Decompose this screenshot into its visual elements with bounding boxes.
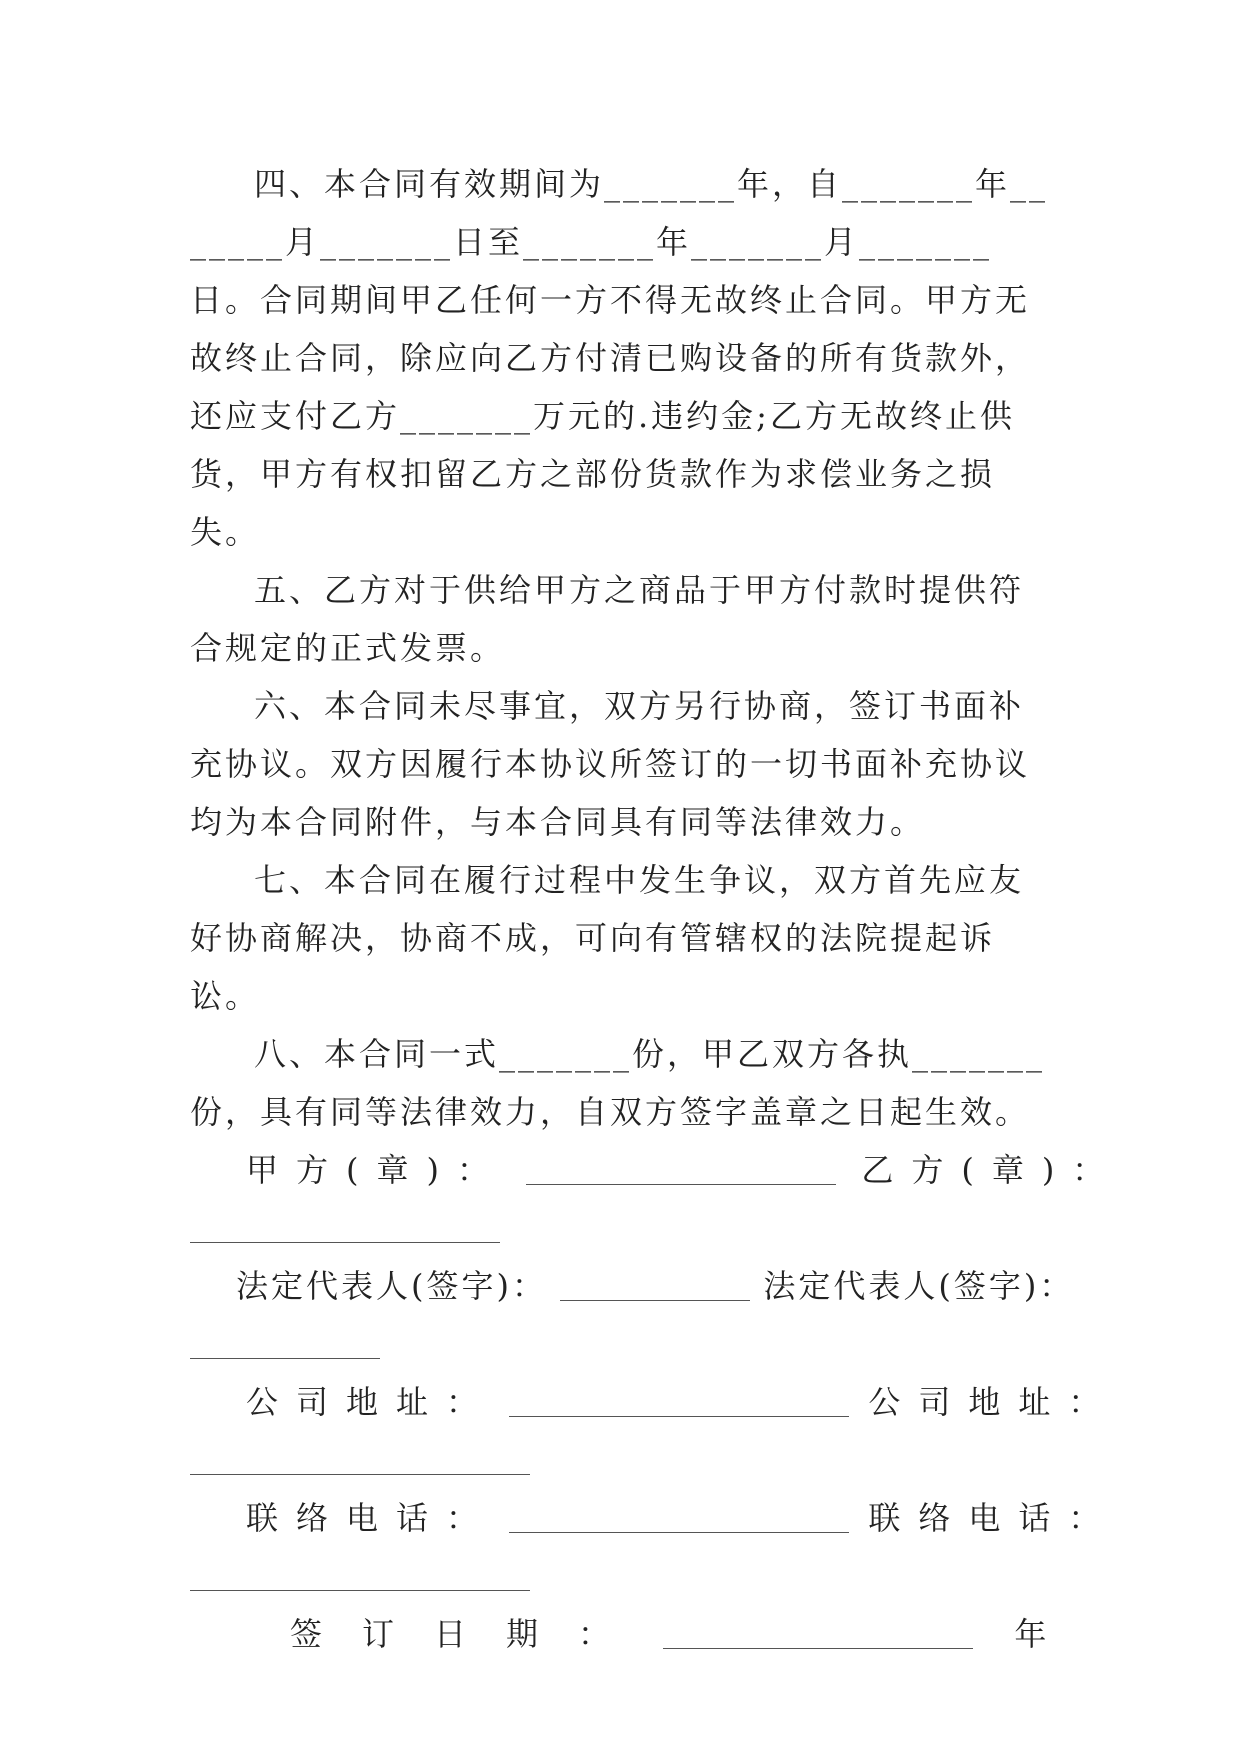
clause-seven: 七、本合同在履行过程中发生争议，双方首先应友好协商解决，协商不成，可向有管辖权的法院提起诉讼。 <box>190 861 1025 1015</box>
legal-rep-a-label: 法定代表人(签字)： <box>236 1267 547 1305</box>
clause-five: 五、乙方对于供给甲方之商品于甲方付款时提供符合规定的正式发票。 <box>190 571 1025 667</box>
legal-rep-b-label: 法定代表人(签字)： <box>763 1267 1075 1305</box>
party-b-seal-label: 乙方(章)： <box>861 1151 1123 1189</box>
contract-body <box>190 155 1123 1663</box>
legal-rep-b-blank <box>190 1322 380 1359</box>
clause-six: 六、本合同未尽事宜，双方另行协商，签订书面补充协议。双方因履行本协议所签订的一切书面补充协议均为本合同附件，与本合同具有同等法律效力。 <box>190 687 1031 841</box>
sign-date-block <box>190 1605 1050 1663</box>
phone-b-blank <box>190 1554 530 1591</box>
party-b-seal-blank <box>190 1206 500 1243</box>
party-a-seal-blank <box>526 1148 836 1185</box>
clause-eight: 八、本合同一式_______份，甲乙双方各执_______份，具有同等法律效力，自双方签字盖章之日起生效。 <box>190 1035 1046 1131</box>
legal-rep-block <box>190 1257 1075 1373</box>
seal-block <box>190 1141 1123 1257</box>
party-a-seal-label: 甲方(章)： <box>246 1151 507 1189</box>
phone-b-label: 联络电话： <box>868 1499 1119 1537</box>
phone-block <box>190 1489 1119 1605</box>
address-b-blank <box>190 1438 530 1475</box>
sign-date-year: 年 <box>1014 1615 1050 1653</box>
phone-a-label: 联络电话： <box>246 1499 497 1537</box>
address-block <box>190 1373 1119 1489</box>
phone-a-blank <box>509 1496 849 1533</box>
sign-date-label: 签订日期： <box>290 1615 651 1653</box>
address-b-label: 公司地址： <box>868 1383 1119 1421</box>
clause-four: 四、本合同有效期间为_______年，自_______年_______月_______日至_______年_______月_______日。合同期间甲乙任何一方不得无故终止合同。甲方无故终止合同，除应向乙方付清已购设备的所有货款外，还应支付乙方_______万元的.违约金;乙方无故终止供货，甲方有权扣留乙方之部份货款作为求偿业务之损失。 <box>190 165 1049 551</box>
address-a-blank <box>509 1380 849 1417</box>
legal-rep-a-blank <box>560 1264 750 1301</box>
address-a-label: 公司地址： <box>246 1383 497 1421</box>
sign-date-blank <box>663 1612 973 1649</box>
